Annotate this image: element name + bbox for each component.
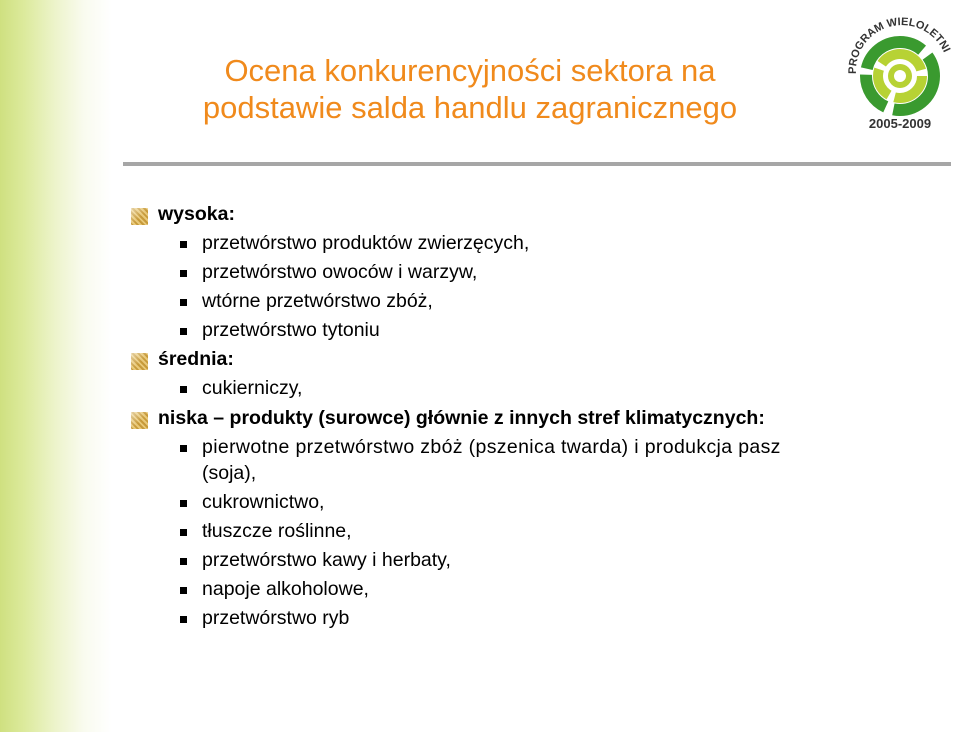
square-bullet-icon bbox=[180, 299, 187, 306]
list-item-continuation: (soja), bbox=[202, 462, 257, 484]
list-item: pierwotne przetwórstwo zbóż (pszenica twarda) i produkcja pasz bbox=[202, 436, 781, 458]
list-item: wtórne przetwórstwo zbóż, bbox=[202, 290, 433, 312]
level1-bullet-icon bbox=[131, 208, 148, 225]
level1-bullet-icon bbox=[131, 353, 148, 370]
square-bullet-icon bbox=[180, 270, 187, 277]
list-item: przetwórstwo tytoniu bbox=[202, 319, 380, 341]
list-item: przetwórstwo produktów zwierzęcych, bbox=[202, 232, 530, 254]
square-bullet-icon bbox=[180, 500, 187, 507]
square-bullet-icon bbox=[180, 241, 187, 248]
list-item: cukierniczy, bbox=[202, 377, 303, 399]
section-heading-niska: niska – produkty (surowce) głównie z innych stref klimatycznych: bbox=[158, 407, 765, 429]
square-bullet-icon bbox=[180, 445, 187, 452]
logo-years: 2005-2009 bbox=[868, 116, 932, 131]
list-item: przetwórstwo ryb bbox=[202, 607, 350, 629]
square-bullet-icon bbox=[180, 386, 187, 393]
square-bullet-icon bbox=[180, 328, 187, 335]
list-item: przetwórstwo owoców i warzyw, bbox=[202, 261, 478, 283]
section-heading-wysoka: wysoka: bbox=[158, 203, 235, 225]
list-item: tłuszcze roślinne, bbox=[202, 520, 352, 542]
section-heading-srednia: średnia: bbox=[158, 348, 234, 370]
square-bullet-icon bbox=[180, 616, 187, 623]
square-bullet-icon bbox=[180, 529, 187, 536]
square-bullet-icon bbox=[180, 587, 187, 594]
list-item: cukrownictwo, bbox=[202, 491, 325, 513]
level1-bullet-icon bbox=[131, 412, 148, 429]
title-line-2: podstawie salda handlu zagranicznego bbox=[202, 90, 738, 125]
list-item: napoje alkoholowe, bbox=[202, 578, 369, 600]
title-line-1: Ocena konkurencyjności sektora na bbox=[224, 53, 716, 88]
list-item: przetwórstwo kawy i herbaty, bbox=[202, 549, 451, 571]
square-bullet-icon bbox=[180, 558, 187, 565]
logo-arc-text: PROGRAM WIELOLETNI bbox=[846, 15, 953, 75]
